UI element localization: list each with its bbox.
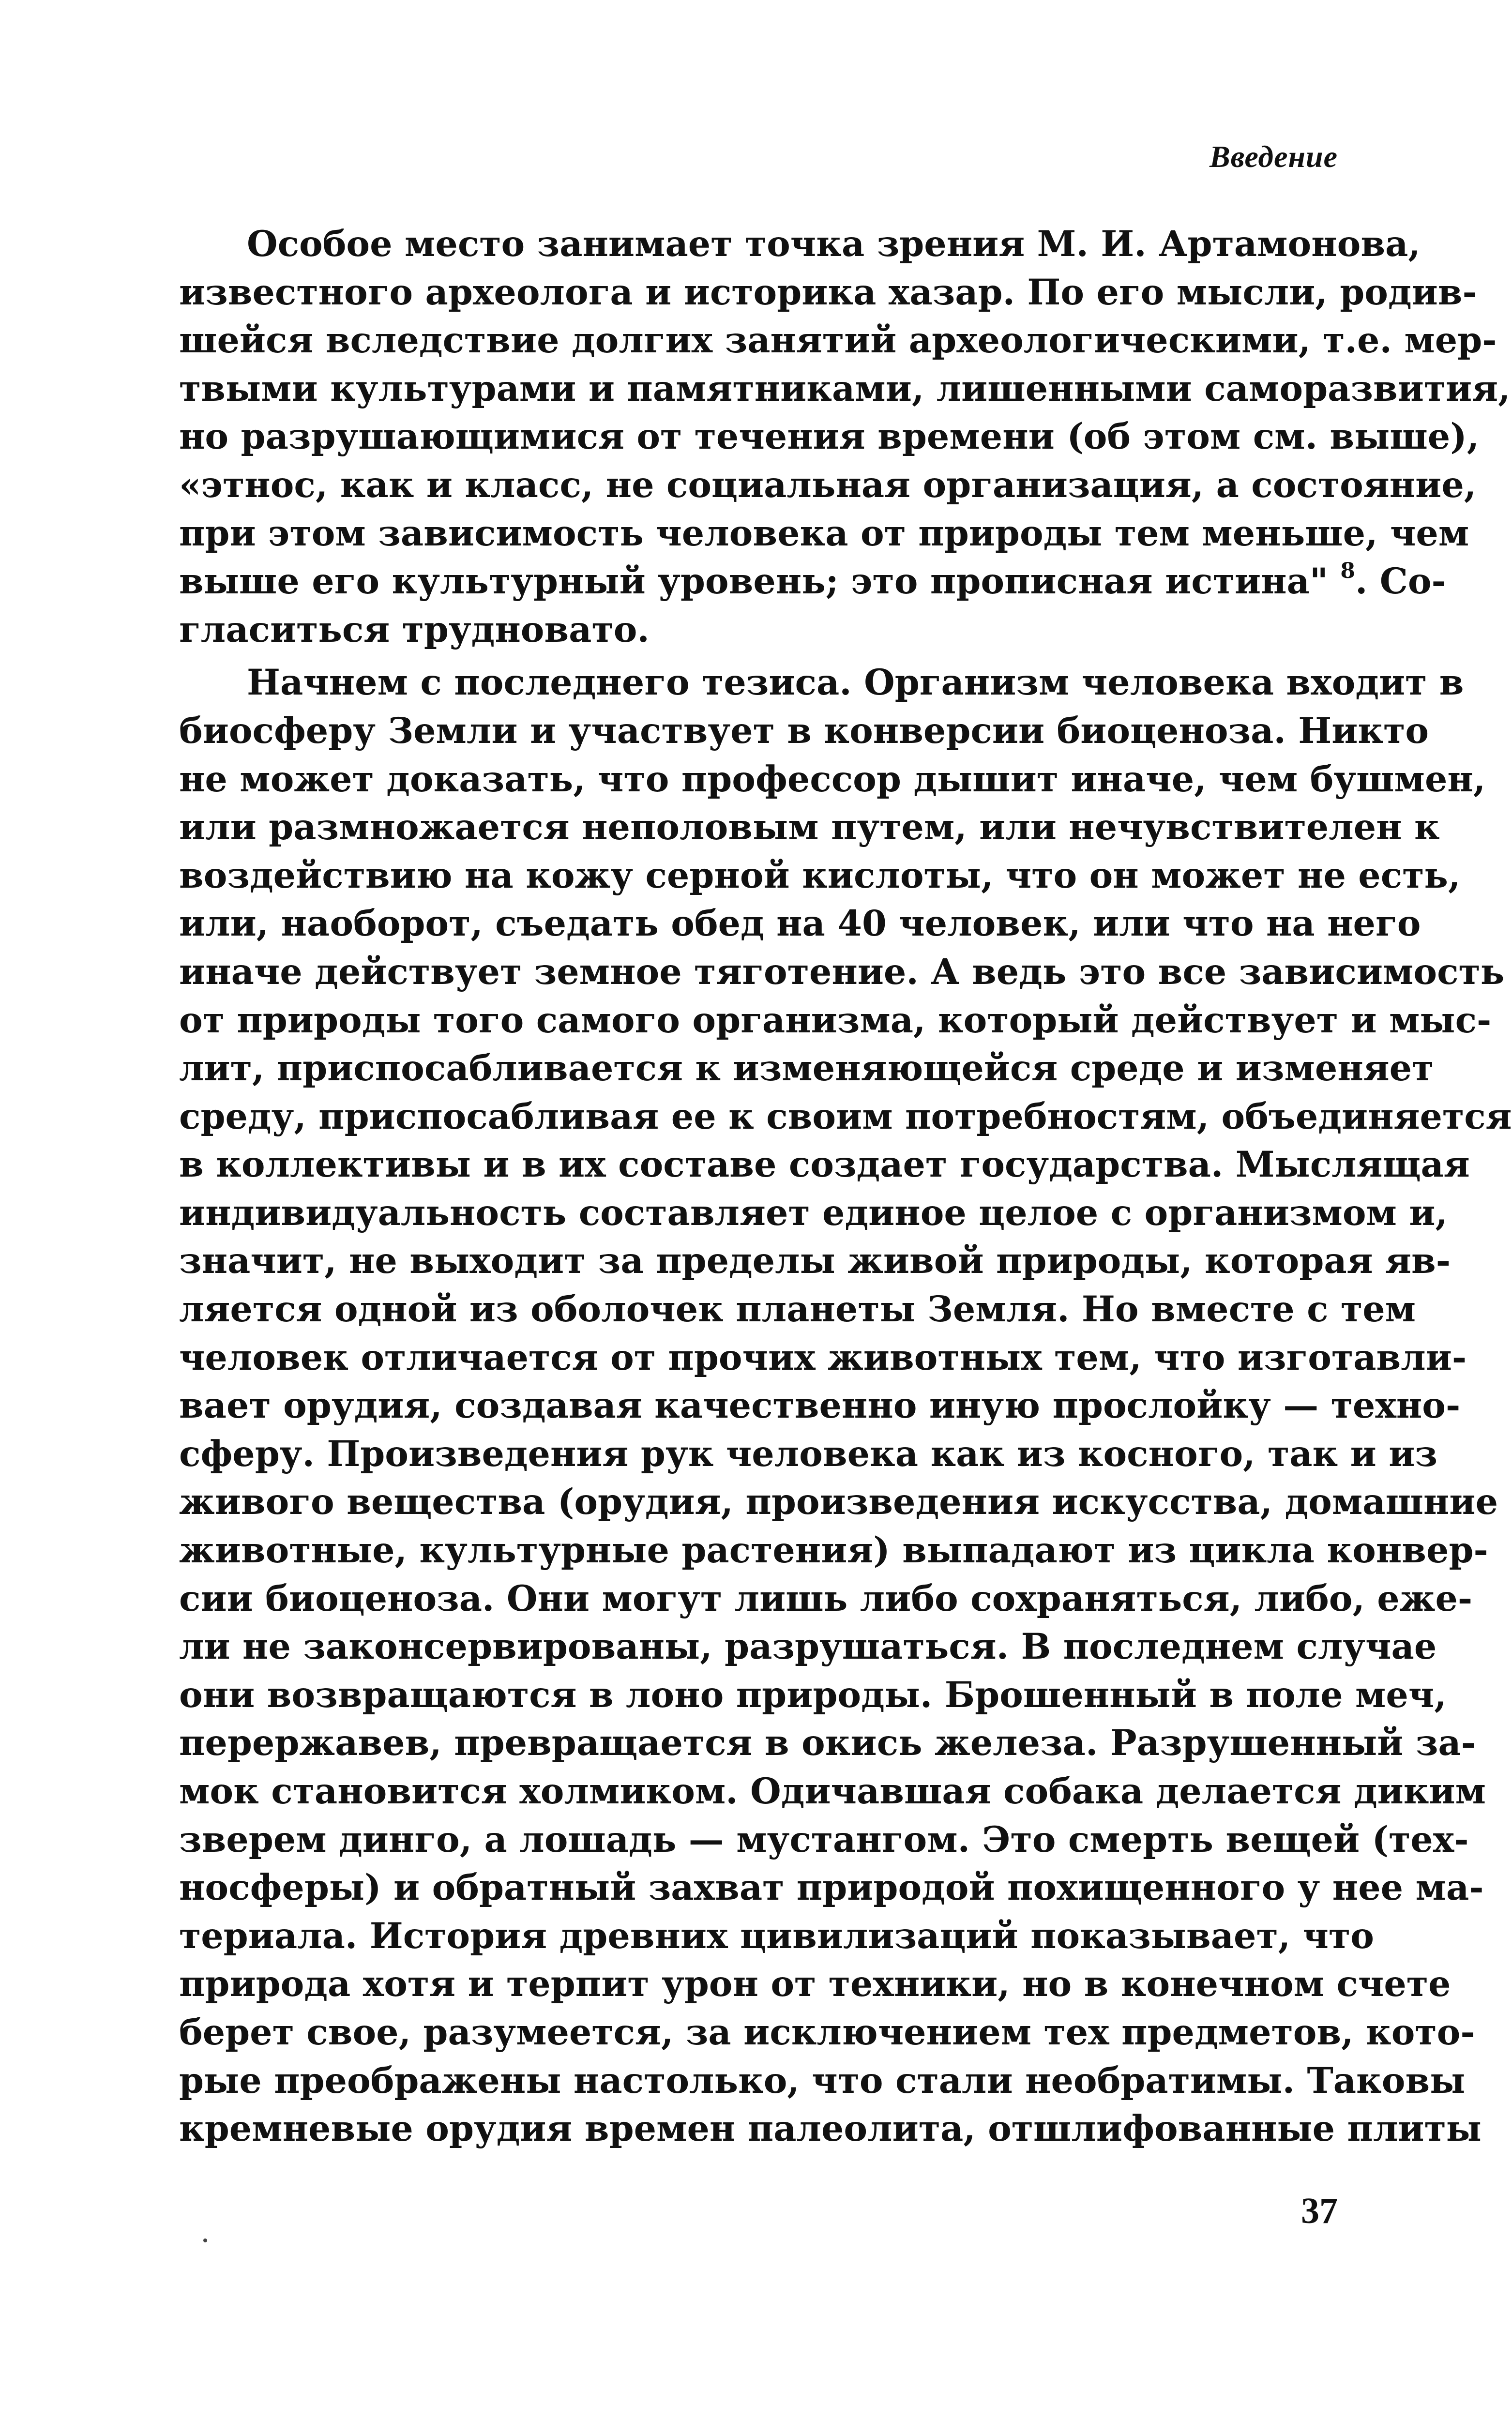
text-line: сферу. Произведения рук человека как из косного, так и из [179, 1433, 1437, 1475]
footnote-marker[interactable]: 8 [1340, 559, 1355, 584]
text-line: но разрушающимися от течения времени (об этом см. выше), [179, 416, 1480, 458]
text-line: не может доказать, что профессор дышит иначе, чем бушмен, [179, 758, 1486, 800]
text-line: зверем динго, а лошадь — мустангом. Это смерть вещей (тех- [179, 1818, 1469, 1860]
text-line: человек отличается от прочих животных тем, что изготавли- [179, 1336, 1467, 1378]
text-segment: . Со- [1355, 560, 1446, 603]
text-line: вает орудия, создавая качественно иную прослойку — техно- [179, 1385, 1461, 1427]
print-speck [203, 2238, 207, 2242]
text-line: ли не законсервированы, разрушаться. В последнем случае [179, 1626, 1437, 1668]
text-line: твыми культурами и памятниками, лишенными саморазвития, [179, 367, 1511, 409]
text-line: лит, приспосабливается к изменяющейся среде и изменяет [179, 1047, 1434, 1089]
text-line: животные, культурные растения) выпадают из цикла конвер- [179, 1529, 1488, 1572]
text-line: от природы того самого организма, который действует и мыс- [179, 999, 1492, 1041]
text-line: в коллективы и в их составе создает государства. Мыслящая [179, 1144, 1470, 1186]
text-line: природа хотя и терпит урон от техники, но в конечном счете [179, 1963, 1451, 2005]
text-line: кремневые орудия времен палеолита, отшлифованные плиты [179, 2108, 1482, 2150]
page-number: 37 [1301, 2191, 1338, 2231]
text-line: гласиться трудновато. [179, 608, 650, 650]
text-line: или размножается неполовым путем, или нечувствителен к [179, 806, 1440, 848]
paragraph-gap [179, 654, 1341, 659]
text-line: живого вещества (орудия, произведения искусства, домашние [179, 1481, 1498, 1523]
text-line: рые преображены настолько, что стали необратимы. Таковы [179, 2059, 1466, 2102]
paragraph-2 [179, 659, 1512, 2153]
text-line: или, наоборот, съедать обед на 40 человек, или что на него [179, 903, 1421, 945]
text-line: мок становится холмиком. Одичавшая собака делается диким [179, 1770, 1486, 1812]
text-line: иначе действует земное тяготение. А ведь это все зависимость [179, 951, 1505, 993]
text-line: ляется одной из оболочек планеты Земля. Но вместе с тем [179, 1288, 1416, 1331]
text-line: перержавев, превращается в окись железа. Разрушенный за- [179, 1722, 1476, 1764]
text-line: известного археолога и историка хазар. По его мысли, родив- [179, 271, 1477, 313]
text-line: носферы) и обратный захват природой похищенного у нее ма- [179, 1867, 1484, 1909]
text-line: значит, не выходит за пределы живой природы, которая яв- [179, 1240, 1451, 1282]
text-line: Начнем с последнего тезиса. Организм человека входит в [247, 662, 1464, 704]
text-line: берет свое, разумеется, за исключением тех предметов, кото- [179, 2011, 1475, 2053]
text-line-with-footnote [179, 558, 1446, 606]
body-text [179, 220, 1512, 2153]
text-line: «этнос, как и класс, не социальная организация, а состояние, [179, 464, 1477, 506]
text-line: териала. История древних цивилизаций показывает, что [179, 1915, 1374, 1957]
text-line: шейся вследствие долгих занятий археологическими, т.е. мер- [179, 319, 1497, 362]
text-line: среду, приспосабливая ее к своим потребностям, объединяется [179, 1095, 1512, 1137]
text-line: Особое место занимает точка зрения М. И. Артамонова, [247, 223, 1421, 265]
text-line: сии биоценоза. Они могут лишь либо сохраняться, либо, еже- [179, 1577, 1473, 1619]
text-line: биосферу Земли и участвует в конверсии биоценоза. Никто [179, 710, 1429, 752]
text-line: воздействию на кожу серной кислоты, что он может не есть, [179, 854, 1461, 896]
running-header: Введение [1210, 139, 1338, 174]
text-line: они возвращаются в лоно природы. Брошенный в поле меч, [179, 1674, 1447, 1716]
paragraph-1 [179, 220, 1511, 654]
text-segment: выше его культурный уровень; это прописная истина" [179, 560, 1328, 603]
text-line: индивидуальность составляет единое целое с организмом и, [179, 1192, 1448, 1234]
text-line: при этом зависимость человека от природы тем меньше, чем [179, 512, 1469, 554]
